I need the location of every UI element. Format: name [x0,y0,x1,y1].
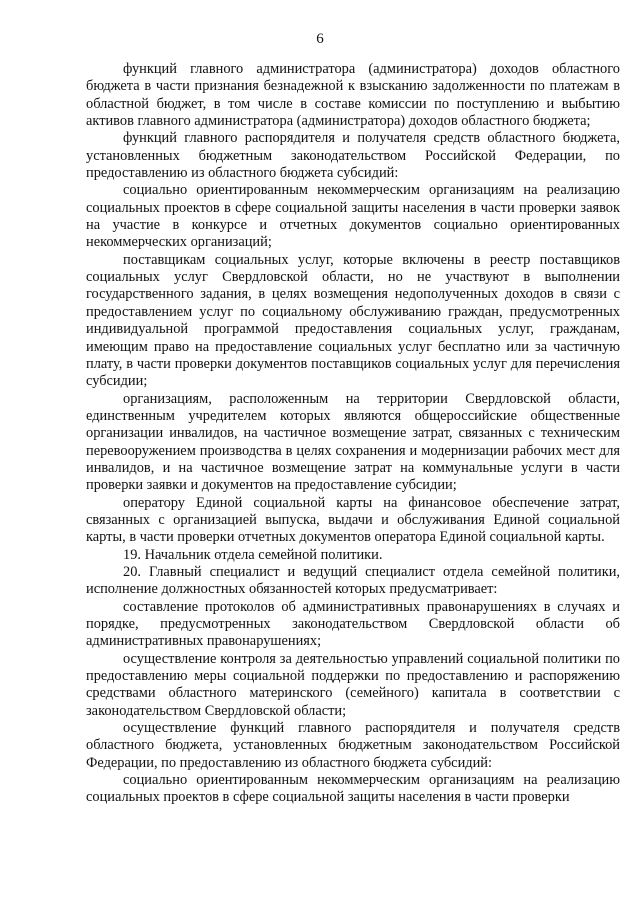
paragraph-social-card-operator: оператору Единой социальной карты на финансовое обеспечение затрат, связанных с организацией выпуска, выдачи и обслуживания Единой социальной карты, в части проверки отчетных документов оператора Единой социальной карты. [86,494,620,546]
paragraph-admin-revenue-functions: функций главного администратора (администратора) доходов областного бюджета в части признания безнадежной к взысканию задолженности по платежам в областной бюджет, в том числе в составе комиссии по поступлению и выбытию активов главного администратора (администратора) доходов областного бюджета; [86,61,620,130]
paragraph-budget-functions: осуществление функций главного распорядителя и получателя средств областного бюджета, установленных бюджетным законодательством Российской Федерации, по предоставлению из областного бюджета субсидий: [86,720,620,771]
paragraph-maternity-capital-control: осуществление контроля за деятельностью управлений социальной политики по предоставлению меры социальной поддержки по предоставлению и распоряжению средствами областного материнского (семейного) капитала в соответствии с законодательством Свердловской области; [86,650,620,719]
paragraph-item-20: 20. Главный специалист и ведущий специалист отдела семейной политики, исполнение должностных обязанностей которых предусматривает: [86,563,620,598]
paragraph-nonprofit-subsidies: социально ориентированным некоммерческим организациям на реализацию социальных проектов в сфере социальной защиты населения в части проверки заявок на участие в конкурсе и отчетных документов социально ориентированных некоммерческих организаций; [86,182,620,251]
paragraph-disability-organizations: организациям, расположенным на территории Свердловской области, единственным учредителем которых являются общероссийские общественные организации инвалидов, на частичное возмещение затрат, связанных с техническим перевооружением производства в целях сохранения и модернизации рабочих мест для инвалидов, и на частичное возмещение затрат на коммунальные услуги в части проверки заявки и документов на предоставление субсидии; [86,390,620,494]
paragraph-budget-distributor-functions: функций главного распорядителя и получателя средств областного бюджета, установленных бюджетным законодательством Российской Федерации, по предоставлению из областного бюджета субсидий: [86,130,620,182]
paragraph-item-19: 19. Начальник отдела семейной политики. [123,546,383,563]
paragraph-nonprofit-subsidies-continued: социально ориентированным некоммерческим организациям на реализацию социальных проектов в сфере социальной защиты населения в части проверки [86,772,620,806]
paragraph-social-service-providers: поставщикам социальных услуг, которые включены в реестр поставщиков социальных услуг Свердловской области, но не участвуют в выполнении государственного задания, в целях возмещения недополученных доходов в связи с предоставлением услуг по социальному обслуживанию граждан, предусмотренных индивидуальной программой предоставления социальных услуг, гражданам, имеющим право на предоставление социальных услуг бесплатно или за частичную плату, в части проверки документов поставщиков социальных услуг для перечисления субсидии; [86,251,620,390]
paragraph-administrative-protocols: составление протоколов об административных правонарушениях в случаях и порядке, предусмотренных законодательством Свердловской области об административных правонарушениях; [86,598,620,650]
document-body [86,61,620,807]
page-number: 6 [316,31,324,47]
